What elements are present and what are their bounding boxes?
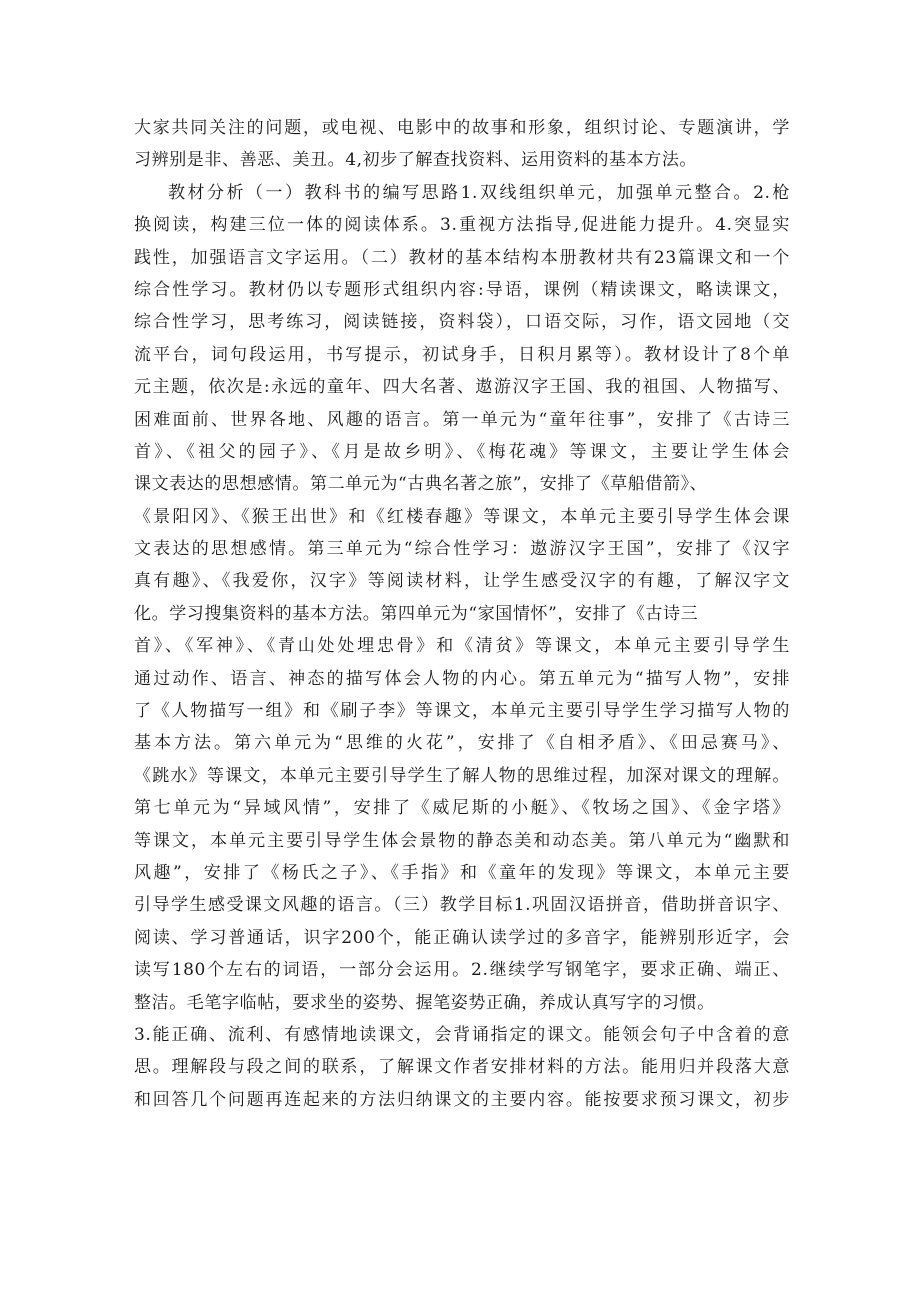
text-line: 等课文，本单元主要引导学生体会景物的静态美和动态美。第八单元为“幽默和 (134, 830, 790, 851)
text-line: 元主题，依次是:永远的童年、四大名著、遨游汉字王国、我的祖国、人物描写、 (134, 377, 790, 398)
text-line: 真有趣》、《我爱你，汉字》等阅读材料，让学生感受汉字的有趣，了解汉字文 (134, 571, 790, 592)
text-line: 教材分析（一）教科书的编写思路1.双线组织单元，加强单元整合。2.枪 (168, 182, 790, 203)
text-line: 《景阳冈》、《猴王出世》和《红楼春趣》等课文，本单元主要引导学生体会课 (134, 506, 790, 527)
text-line: 化。学习搜集资料的基本方法。第四单元为“家国情怀”，安排了《古诗三 (134, 603, 699, 624)
text-line: 通过动作、语言、神态的描写体会人物的内心。第五单元为“描写人物”，安排 (134, 668, 790, 689)
text-line: 和回答几个问题再连起来的方法归纳课文的主要内容。能按要求预习课文，初步 (134, 1089, 790, 1110)
text-line: 践性，加强语言文字运用。（二）教材的基本结构本册教材共有23篇课文和一个 (134, 247, 790, 268)
text-line: 整洁。毛笔字临帖，要求坐的姿势、握笔姿势正确，养成认真写字的习惯。 (134, 992, 715, 1013)
text-line: 困难面前、世界各地、风趣的语言。第一单元为“童年往事”，安排了《古诗三 (134, 409, 790, 430)
text-line: 流平台，词句段运用，书写提示，初试身手，日积月累等）。教材设计了8个单 (134, 344, 790, 365)
text-line: 3.能正确、流利、有感情地读课文，会背诵指定的课文。能领会句子中含着的意 (134, 1024, 790, 1045)
text-line: 阅读、学习普通话，识字200个，能正确认读学过的多音字，能辨别形近字，会 (134, 927, 790, 948)
text-line: 了《人物描写一组》和《刷子李》等课文，本单元主要引导学生学习描写人物的 (134, 701, 790, 722)
text-line: 首》、《祖父的园子》、《月是故乡明》、《梅花魂》等课文，主要让学生体会 (134, 441, 790, 462)
text-line: 综合性学习，思考练习，阅读链接，资料袋），口语交际，习作，语文园地（交 (134, 312, 790, 333)
text-line: 首》、《军神》、《青山处处埋忠骨》和《清贫》等课文，本单元主要引导学生 (134, 636, 790, 657)
text-line: 文表达的思想感情。第三单元为“综合性学习：遨游汉字王国”，安排了《汉字 (134, 539, 790, 560)
text-line: 课文表达的思想感情。第二单元为“古典名著之旅”，安排了《草船借箭》、 (134, 474, 708, 495)
text-line: 第七单元为“异域风情”，安排了《威尼斯的小艇》、《牧场之国》、《金字塔》 (134, 798, 790, 819)
text-line: 《跳水》等课文，本单元主要引导学生了解人物的思维过程，加深对课文的理解。 (134, 765, 790, 786)
text-line: 思。理解段与段之间的联系，了解课文作者安排材料的方法。能用归并段落大意 (134, 1057, 790, 1078)
text-line: 读写180个左右的词语，一部分会运用。2.继续学写钢笔字，要求正确、端正、 (134, 960, 790, 981)
text-line: 风趣”，安排了《杨氏之子》、《手指》和《童年的发现》等课文，本单元主要 (134, 862, 790, 883)
body-text (134, 112, 790, 1116)
text-line: 综合性学习。教材仍以专题形式组织内容:导语，课例（精读课文，略读课文， (134, 279, 790, 300)
text-line: 引导学生感受课文风趣的语言。（三）教学目标1.巩固汉语拼音，借助拼音识字、 (134, 895, 790, 916)
text-line: 换阅读，构建三位一体的阅读体系。3.重视方法指导,促进能力提升。4.突显实 (134, 215, 790, 236)
text-line: 基本方法。第六单元为“思维的火花”，安排了《自相矛盾》、《田忌赛马》、 (134, 733, 790, 754)
text-line: 大家共同关注的问题，或电视、电影中的故事和形象，组织讨论、专题演讲，学 (134, 118, 790, 138)
text-line: 习辨别是非、善恶、美丑。4,初步了解查找资料、运用资料的基本方法。 (134, 150, 698, 171)
